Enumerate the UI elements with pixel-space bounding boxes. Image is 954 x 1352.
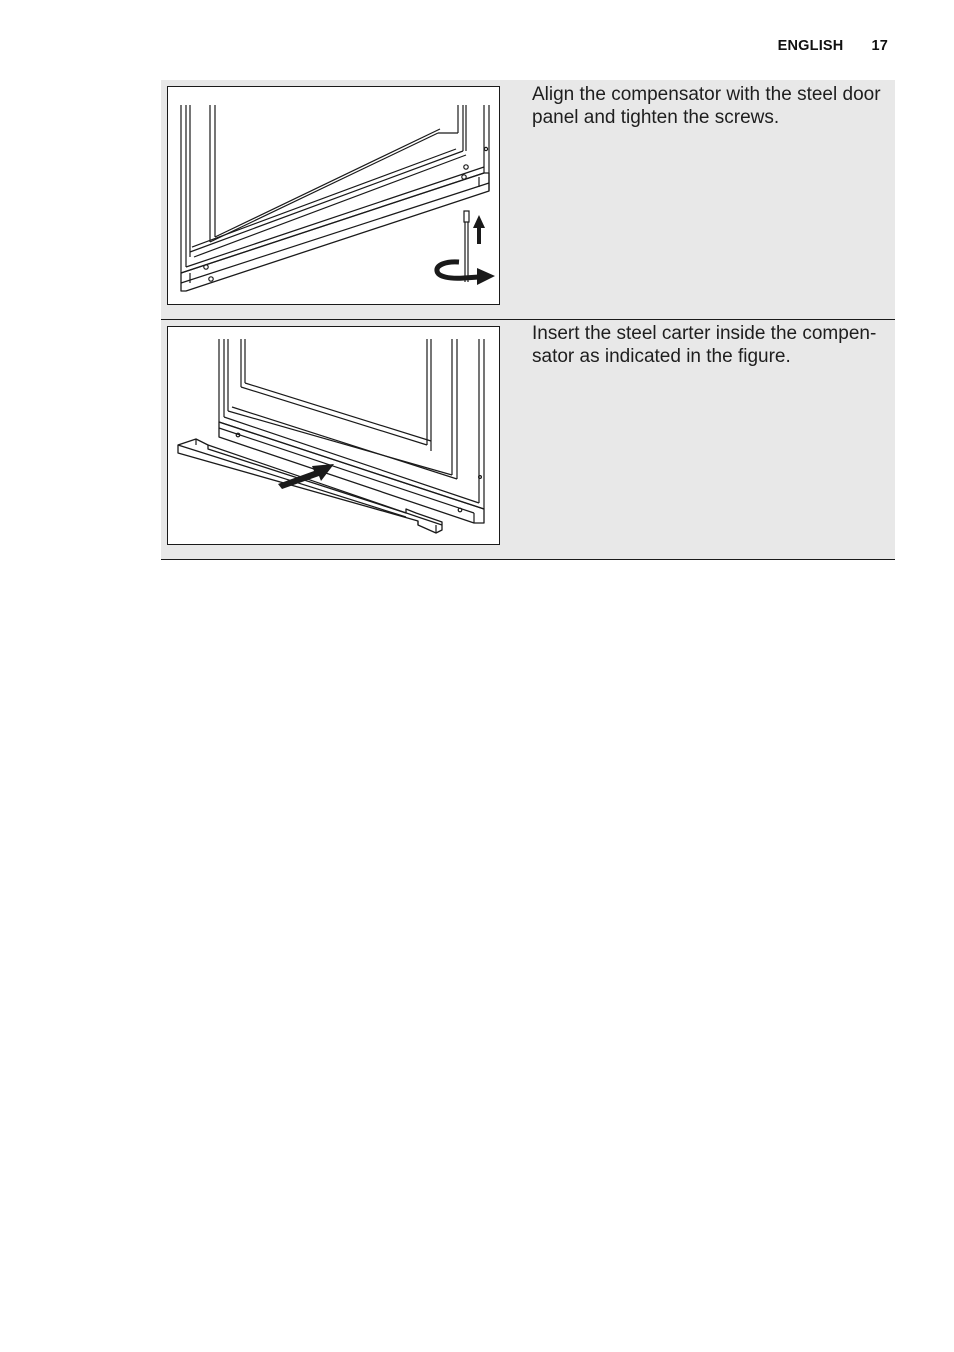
rotate-arrow-icon: [437, 262, 495, 285]
step-figure-insert-carter: [167, 326, 500, 545]
step-row: [161, 80, 895, 320]
door-compensator-illustration: [168, 87, 498, 303]
screwdriver-icon: [464, 211, 469, 282]
steel-carter-illustration: [168, 327, 498, 543]
up-arrow-icon: [473, 215, 485, 244]
step-instruction-text: Align the compensator with the steel door panel and tighten the screws.: [532, 84, 881, 128]
step-figure-align-compensator: [167, 86, 500, 305]
page-number: 17: [871, 38, 888, 54]
step-row: [161, 320, 895, 560]
header-language: ENGLISH: [777, 38, 844, 54]
step-instruction-text: Insert the steel carter inside the compen-sator as indicated in the figure.: [532, 323, 877, 367]
page-header: [778, 38, 888, 54]
instruction-steps: [161, 80, 895, 560]
